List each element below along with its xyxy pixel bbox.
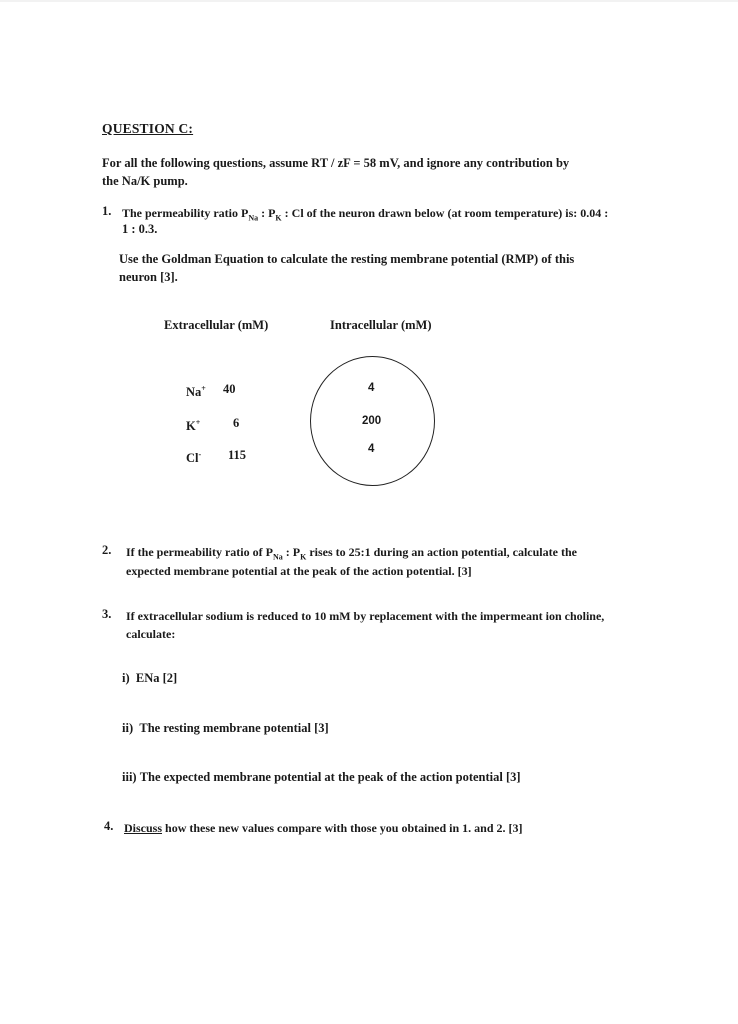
q2-prefix: If the permeability ratio of P <box>126 545 273 559</box>
ion-cl-label <box>186 446 201 467</box>
ion-cl-symbol: Cl <box>186 451 199 466</box>
question-3-part-iii <box>122 768 521 786</box>
question-4-text <box>124 819 522 837</box>
question-4-number: 4. <box>104 819 114 833</box>
ion-na-extracellular: 40 <box>223 382 236 396</box>
extracellular-label: Extracellular (mM) <box>164 318 269 332</box>
q4-keyword: Discuss <box>124 821 163 835</box>
part-ii-text: The resting membrane potential [3] <box>139 721 329 735</box>
intro-line-1: For all the following questions, assume RT / zF = 58 mV, and ignore any contribution by <box>102 156 570 170</box>
ion-na-intracellular: 4 <box>368 382 375 394</box>
question-2-number: 2. <box>102 543 112 557</box>
question-3-part-ii <box>122 719 329 737</box>
part-iii-label: iii) <box>122 770 137 784</box>
q2-sub-na: Na <box>272 552 283 562</box>
q1-sub-k: K <box>275 213 282 223</box>
ion-k-symbol: K <box>186 419 196 434</box>
q1-sub-na: Na <box>248 213 259 223</box>
question-3-part-i <box>122 669 177 687</box>
intracellular-label: Intracellular (mM) <box>330 318 432 332</box>
part-i-text: ENa [2] <box>135 671 178 685</box>
ion-na-symbol: Na <box>186 385 202 400</box>
question-2-line-2: expected membrane potential at the peak of the action potential. [3] <box>126 564 472 578</box>
q1-ratio-mid: : P <box>258 206 276 220</box>
ion-k-label <box>186 414 200 435</box>
question-3-number: 3. <box>102 607 112 621</box>
ion-k-intracellular: 200 <box>362 415 382 427</box>
ion-k-extracellular: 6 <box>233 416 240 430</box>
page-title: QUESTION C: <box>102 121 194 136</box>
question-1-instruction-1: Use the Goldman Equation to calculate the resting membrane potential (RMP) of this <box>119 252 575 266</box>
q1-ratio-rest: : Cl of the neuron drawn below (at room temperature) is: 0.04 : <box>281 206 609 220</box>
question-3-line-2: calculate: <box>126 627 176 641</box>
ion-cl-charge: - <box>198 450 202 459</box>
q2-mid: : P <box>282 545 301 559</box>
q4-rest: how these new values compare with those you obtained in 1. and 2. [3] <box>162 821 523 835</box>
question-1-number: 1. <box>102 204 112 218</box>
scan-edge <box>0 0 738 2</box>
question-3-line-1: If extracellular sodium is reduced to 10 mM by replacement with the impermeant ion choline, <box>126 609 605 623</box>
ion-cl-extracellular: 115 <box>228 448 247 462</box>
q2-rest: rises to 25:1 during an action potential, calculate the <box>306 545 577 559</box>
question-1-text <box>122 204 608 227</box>
q1-ratio-prefix: The permeability ratio P <box>122 206 249 220</box>
ion-cl-intracellular: 4 <box>368 443 375 455</box>
ion-na-charge: + <box>201 384 206 393</box>
question-1-line-2: 1 : 0.3. <box>122 222 158 236</box>
ion-k-charge: + <box>195 418 201 427</box>
part-i-label: i) <box>122 671 130 685</box>
intro-line-2: the Na/K pump. <box>102 174 188 188</box>
question-1-instruction-2: neuron [3]. <box>119 270 178 284</box>
q2-sub-k: K <box>300 552 307 562</box>
part-iii-text: The expected membrane potential at the peak of the action potential [3] <box>139 770 521 784</box>
ion-na-label <box>186 380 206 401</box>
part-ii-label: ii) <box>122 721 134 735</box>
